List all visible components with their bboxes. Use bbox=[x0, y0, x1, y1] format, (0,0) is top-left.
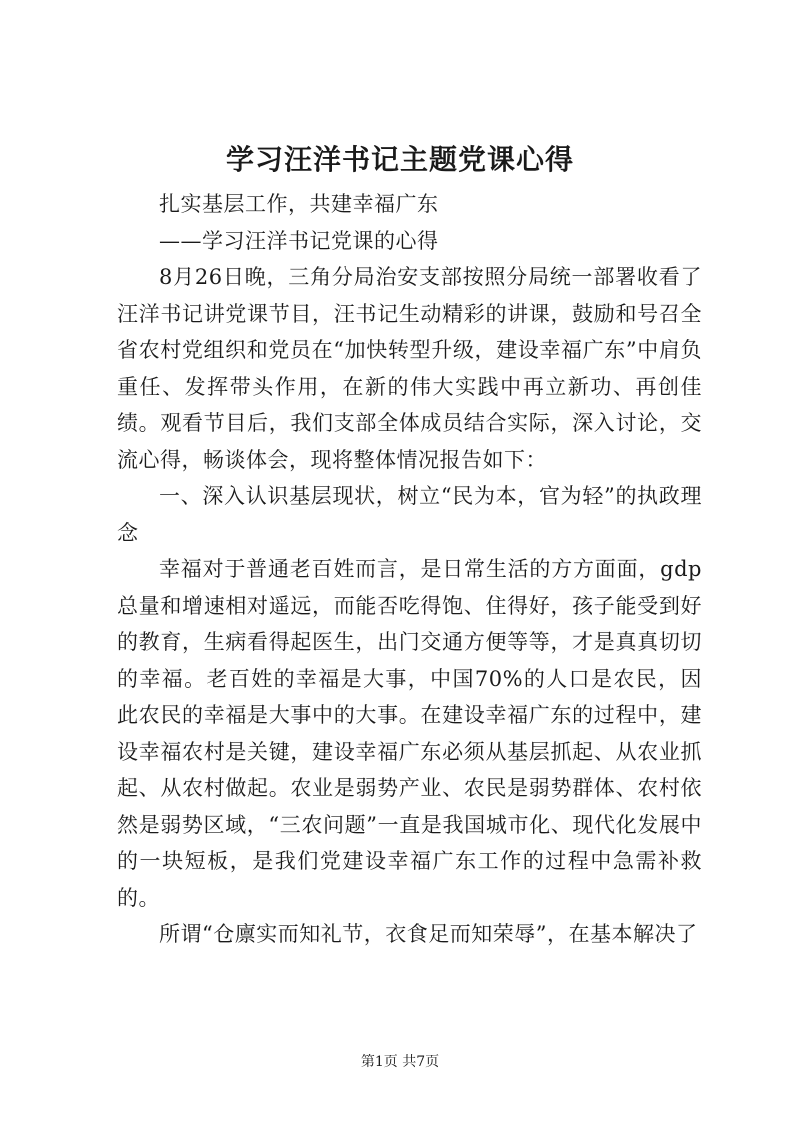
body-paragraph: 所谓“仓廪实而知礼节，衣食足而知荣辱”，在基本解决了 bbox=[159, 922, 698, 946]
document-title: 学习汪洋书记主题党课心得 bbox=[225, 143, 574, 176]
page-number-footer: 第1页 共7页 bbox=[360, 1054, 440, 1070]
subtitle-source-paragraph: ——学习汪洋书记党课的心得 bbox=[159, 228, 439, 253]
subtitle-paragraph: 扎实基层工作，共建幸福广东 bbox=[159, 192, 439, 216]
body-paragraph: 幸福对于普通老百姓而言，是日常生活的方方面面，gdp总量和增速相对遥远，而能否吃得饱、住得好，孩子能受到好的教育，生病看得起医生，出门交通方便等等，才是真真切切的幸福。老百姓的幸福是大事，中国70%的人口是农民，因此农民的幸福是大事中的大事。在建设幸福广东的过程中，建设幸福农村是关键，建设幸福广东必须从基层抓起、从农业抓起、从农村做起。农业是弱势产业、农民是弱势群体、农村依然是弱势区域，“三农问题”一直是我国城市化、现代化发展中的一块短板，是我们党建设幸福广东工作的过程中急需补救的。 bbox=[117, 557, 702, 910]
section-heading-paragraph: 一、深入认识基层现状，树立“民为本，官为轻”的执政理念 bbox=[117, 484, 702, 545]
document-body bbox=[117, 186, 702, 953]
body-paragraph: 8月26日晚，三角分局治安支部按照分局统一部署收看了汪洋书记讲党课节目，汪书记生动精彩的讲课，鼓励和号召全省农村党组织和党员在“加快转型升级，建设幸福广东”中肩负重任、发挥带头作用，在新的伟大实践中再立新功、再创佳绩。观看节目后，我们支部全体成员结合实际，深入讨论，交流心得，畅谈体会，现将整体情况报告如下： bbox=[117, 265, 702, 472]
